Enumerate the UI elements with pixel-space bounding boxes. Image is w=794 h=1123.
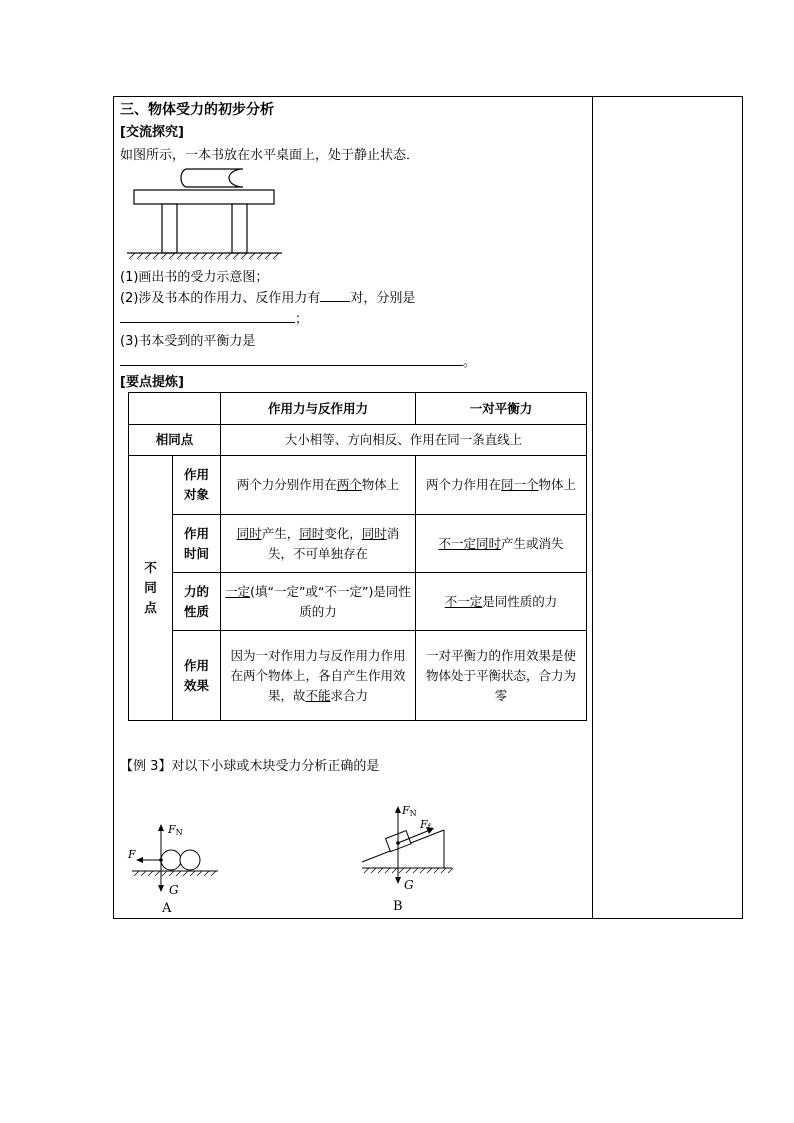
figure-a [122, 818, 232, 918]
blank-pairs [120, 308, 295, 323]
label-g-a: G [169, 883, 179, 897]
time-action-reaction: 同时产生，同时变化，同时消失，不可单独存在 [221, 515, 416, 573]
book-shape [181, 169, 243, 187]
same-row [129, 425, 587, 456]
diff-label-char: 不 [144, 560, 157, 575]
time-balanced: 不一定同时产生或消失 [416, 515, 587, 573]
comparison-table [128, 392, 587, 721]
question-3-end: 。 [463, 355, 477, 370]
question-3-answer-line [120, 351, 476, 370]
ball-left [161, 850, 181, 870]
ball-right [180, 850, 200, 870]
question-2-answer-line [120, 308, 308, 327]
diff-label-char: 点 [144, 600, 157, 615]
key-points-heading: [要点提炼] [120, 375, 184, 390]
row-label-effect: 作用 效果 [173, 631, 221, 721]
question-2-prefix: (2)涉及书本的作用力、反作用力有 [120, 291, 321, 306]
exchange-heading: [交流探究] [120, 125, 184, 140]
header-empty-cell [129, 393, 221, 425]
effect-balanced: 一对平衡力的作用效果是使物体处于平衡状态，合力为零 [416, 631, 587, 721]
row-time [129, 515, 587, 573]
label-fn-a: FN [168, 823, 183, 837]
blank-count [320, 289, 350, 302]
row-object [129, 456, 587, 515]
section-title: 三、物体受力的初步分析 [120, 102, 274, 118]
question-1: (1)画出书的受力示意图； [120, 270, 269, 285]
label-g-b: G [404, 878, 414, 892]
table-leg-left [162, 204, 177, 253]
caption-a: A [162, 901, 172, 916]
row-effect [129, 631, 587, 721]
table-top [134, 190, 274, 204]
label-ff-b: Ff [420, 818, 431, 832]
header-action-reaction: 作用力与反作用力 [221, 393, 416, 425]
row-nature [129, 573, 587, 631]
arrow-f-head [136, 857, 143, 863]
row-label-nature: 力的 性质 [173, 573, 221, 631]
effect-action-reaction: 因为一对作用力与反作用力作用在两个物体上，各自产生作用效果，故不能求合力 [221, 631, 416, 721]
caption-b: B [393, 899, 403, 914]
nature-balanced: 不一定是同性质的力 [416, 573, 587, 631]
intro-text: 如图所示，一本书放在水平桌面上，处于静止状态． [120, 148, 420, 163]
label-fn-b: FN [402, 804, 417, 818]
question-2-suffix: 对，分别是 [350, 291, 416, 306]
label-f-a: F [128, 848, 136, 861]
book-on-table-figure [125, 163, 285, 261]
question-2-end: ； [295, 312, 309, 327]
table-leg-right [232, 204, 247, 253]
header-balanced-forces: 一对平衡力 [416, 393, 587, 425]
same-text: 大小相等、方向相反、作用在同一条直线上 [221, 425, 587, 456]
object-balanced: 两个力作用在同一个物体上 [416, 456, 587, 515]
figure-b [352, 800, 472, 918]
object-action-reaction: 两个力分别作用在两个物体上 [221, 456, 416, 515]
arrow-fn-head [158, 824, 164, 831]
diff-label-char: 同 [144, 580, 157, 595]
arrow-fn-b-head [395, 806, 401, 813]
row-label-time: 作用 时间 [173, 515, 221, 573]
question-3: (3)书本受到的平衡力是 [120, 334, 256, 349]
nature-action-reaction: 一定(填“一定”或“不一定”)是同性质的力 [221, 573, 416, 631]
ground-hatch-b [364, 868, 453, 873]
column-divider [592, 96, 593, 919]
example-3-label: 【例 3】对以下小球或木块受力分析正确的是 [120, 759, 380, 774]
blank-balance [120, 351, 463, 366]
table-header-row [129, 393, 587, 425]
ground-hatch-a [134, 871, 216, 876]
question-2 [120, 287, 415, 306]
row-label-object: 作用 对象 [173, 456, 221, 515]
same-label: 相同点 [129, 425, 221, 456]
diff-label [129, 456, 173, 721]
ground-hatch [129, 253, 279, 259]
arrow-g-head [158, 885, 164, 892]
arrow-g-b-head [395, 877, 401, 884]
